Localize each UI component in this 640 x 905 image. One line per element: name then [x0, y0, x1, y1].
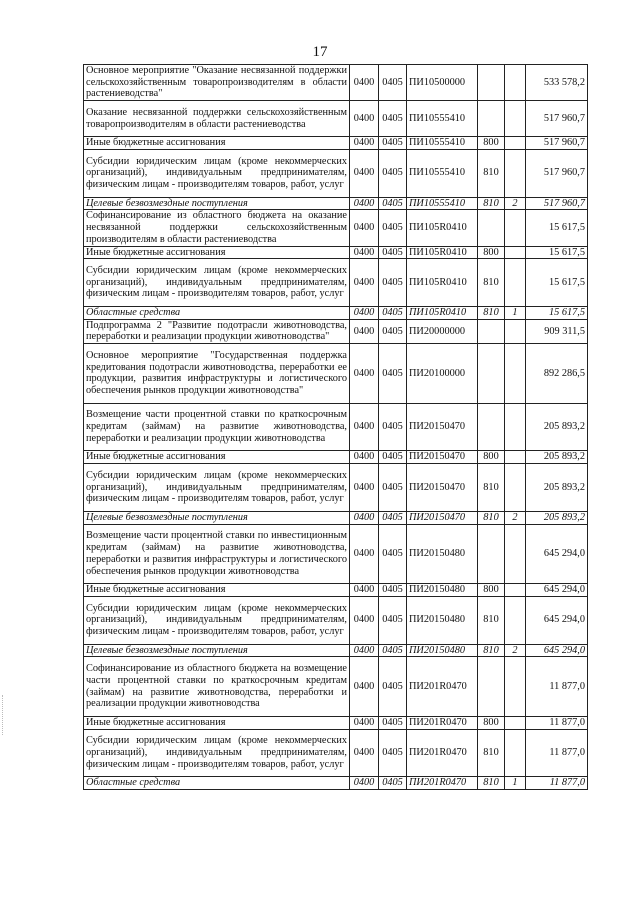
- target-article-cell: ПИ20150470: [407, 511, 478, 524]
- target-article-cell: ПИ20150480: [407, 524, 478, 584]
- source-cell: [505, 65, 526, 101]
- section-code-cell: 0400: [350, 716, 379, 729]
- table-row: [84, 137, 588, 150]
- target-article-cell: ПИ20100000: [407, 344, 478, 404]
- amount-cell: 517 960,7: [526, 101, 588, 137]
- section-code-cell: 0400: [350, 644, 379, 657]
- target-article-cell: ПИ10500000: [407, 65, 478, 101]
- row-name-cell: Субсидии юридическим лицам (кроме некоммерческих организаций), индивидуальным предпринимателям, физическим лицам - производителям товаров, работ, услуг: [84, 596, 350, 644]
- amount-cell: 909 311,5: [526, 319, 588, 343]
- source-cell: [505, 716, 526, 729]
- expense-type-cell: 810: [478, 307, 505, 320]
- target-article-cell: ПИ201R0470: [407, 716, 478, 729]
- target-article-cell: ПИ201R0470: [407, 657, 478, 717]
- amount-cell: 15 617,5: [526, 210, 588, 246]
- table-row: [84, 596, 588, 644]
- subsection-code-cell: 0405: [379, 777, 407, 790]
- expense-type-cell: [478, 524, 505, 584]
- amount-cell: 892 286,5: [526, 344, 588, 404]
- subsection-code-cell: 0405: [379, 729, 407, 777]
- subsection-code-cell: 0405: [379, 319, 407, 343]
- target-article-cell: ПИ201R0470: [407, 777, 478, 790]
- source-cell: [505, 464, 526, 512]
- target-article-cell: ПИ105R0410: [407, 307, 478, 320]
- expense-type-cell: 810: [478, 149, 505, 197]
- section-code-cell: 0400: [350, 777, 379, 790]
- subsection-code-cell: 0405: [379, 65, 407, 101]
- section-code-cell: 0400: [350, 403, 379, 451]
- target-article-cell: ПИ20000000: [407, 319, 478, 343]
- table-row: [84, 149, 588, 197]
- expense-type-cell: 810: [478, 644, 505, 657]
- row-name-cell: Целевые безвозмездные поступления: [84, 197, 350, 210]
- row-name-cell: Подпрограмма 2 "Развитие подотрасли животноводства, переработки и реализации продукции животноводства": [84, 319, 350, 343]
- subsection-code-cell: 0405: [379, 584, 407, 597]
- table-row: [84, 210, 588, 246]
- section-code-cell: 0400: [350, 319, 379, 343]
- row-name-cell: Субсидии юридическим лицам (кроме некоммерческих организаций), индивидуальным предпринимателям, физическим лицам - производителям товаров, работ, услуг: [84, 149, 350, 197]
- section-code-cell: 0400: [350, 511, 379, 524]
- expense-type-cell: [478, 657, 505, 717]
- source-cell: [505, 657, 526, 717]
- amount-cell: 205 893,2: [526, 403, 588, 451]
- amount-cell: 205 893,2: [526, 464, 588, 512]
- table-row: [84, 777, 588, 790]
- table-row: [84, 451, 588, 464]
- table-row: [84, 464, 588, 512]
- row-name-cell: Субсидии юридическим лицам (кроме некоммерческих организаций), индивидуальным предпринимателям, физическим лицам - производителям товаров, работ, услуг: [84, 259, 350, 307]
- budget-table: [83, 64, 588, 790]
- target-article-cell: ПИ105R0410: [407, 246, 478, 259]
- source-cell: 2: [505, 511, 526, 524]
- row-name-cell: Иные бюджетные ассигнования: [84, 137, 350, 150]
- row-name-cell: Возмещение части процентной ставки по инвестиционным кредитам (займам) на развитие животноводства, переработки и развития инфраструктуры и логистического обеспечения рынков продукции животноводства: [84, 524, 350, 584]
- section-code-cell: 0400: [350, 464, 379, 512]
- source-cell: [505, 584, 526, 597]
- amount-cell: 645 294,0: [526, 596, 588, 644]
- page-number: 17: [312, 44, 328, 60]
- subsection-code-cell: 0405: [379, 246, 407, 259]
- subsection-code-cell: 0405: [379, 596, 407, 644]
- table-row: [84, 344, 588, 404]
- source-cell: [505, 259, 526, 307]
- expense-type-cell: 810: [478, 464, 505, 512]
- section-code-cell: 0400: [350, 65, 379, 101]
- subsection-code-cell: 0405: [379, 307, 407, 320]
- row-name-cell: Основное мероприятие "Государственная поддержка кредитования подотрасли животноводства, переработки ее продукции, развития инфраструктуры и логистического обеспечения рынков продукции животноводства": [84, 344, 350, 404]
- subsection-code-cell: 0405: [379, 464, 407, 512]
- amount-cell: 11 877,0: [526, 777, 588, 790]
- table-row: [84, 644, 588, 657]
- target-article-cell: ПИ20150470: [407, 451, 478, 464]
- section-code-cell: 0400: [350, 197, 379, 210]
- row-name-cell: Софинансирование из областного бюджета на возмещение части процентной ставки по краткосрочным кредитам (займам) на развитие животноводства, переработки и реализации продукции животноводства: [84, 657, 350, 717]
- row-name-cell: Областные средства: [84, 307, 350, 320]
- row-name-cell: Иные бюджетные ассигнования: [84, 246, 350, 259]
- section-code-cell: 0400: [350, 259, 379, 307]
- source-cell: [505, 344, 526, 404]
- target-article-cell: ПИ105R0410: [407, 210, 478, 246]
- subsection-code-cell: 0405: [379, 524, 407, 584]
- row-name-cell: Оказание несвязанной поддержки сельскохозяйственным товаропроизводителям в области растениеводства: [84, 101, 350, 137]
- target-article-cell: ПИ20150470: [407, 403, 478, 451]
- section-code-cell: 0400: [350, 344, 379, 404]
- subsection-code-cell: 0405: [379, 101, 407, 137]
- amount-cell: 205 893,2: [526, 451, 588, 464]
- table-row: [84, 259, 588, 307]
- expense-type-cell: 810: [478, 197, 505, 210]
- subsection-code-cell: 0405: [379, 451, 407, 464]
- expense-type-cell: 800: [478, 584, 505, 597]
- section-code-cell: 0400: [350, 524, 379, 584]
- subsection-code-cell: 0405: [379, 137, 407, 150]
- row-name-cell: Субсидии юридическим лицам (кроме некоммерческих организаций), индивидуальным предпринимателям, физическим лицам - производителям товаров, работ, услуг: [84, 729, 350, 777]
- table-row: [84, 307, 588, 320]
- table-row: [84, 511, 588, 524]
- row-name-cell: Иные бюджетные ассигнования: [84, 584, 350, 597]
- source-cell: [505, 524, 526, 584]
- amount-cell: 15 617,5: [526, 259, 588, 307]
- source-cell: [505, 596, 526, 644]
- source-cell: [505, 101, 526, 137]
- table-row: [84, 101, 588, 137]
- expense-type-cell: 810: [478, 596, 505, 644]
- table-row: [84, 403, 588, 451]
- amount-cell: 15 617,5: [526, 246, 588, 259]
- table-row: [84, 716, 588, 729]
- amount-cell: 517 960,7: [526, 197, 588, 210]
- row-name-cell: Иные бюджетные ассигнования: [84, 716, 350, 729]
- amount-cell: 645 294,0: [526, 584, 588, 597]
- expense-type-cell: [478, 210, 505, 246]
- margin-mark: [2, 695, 5, 735]
- expense-type-cell: 800: [478, 246, 505, 259]
- target-article-cell: ПИ20150480: [407, 596, 478, 644]
- subsection-code-cell: 0405: [379, 344, 407, 404]
- amount-cell: 645 294,0: [526, 644, 588, 657]
- section-code-cell: 0400: [350, 451, 379, 464]
- target-article-cell: ПИ20150480: [407, 584, 478, 597]
- subsection-code-cell: 0405: [379, 716, 407, 729]
- subsection-code-cell: 0405: [379, 259, 407, 307]
- section-code-cell: 0400: [350, 101, 379, 137]
- expense-type-cell: [478, 65, 505, 101]
- table-row: [84, 729, 588, 777]
- expense-type-cell: [478, 403, 505, 451]
- amount-cell: 517 960,7: [526, 137, 588, 150]
- source-cell: [505, 403, 526, 451]
- table-row: [84, 246, 588, 259]
- table-row: [84, 584, 588, 597]
- expense-type-cell: [478, 101, 505, 137]
- section-code-cell: 0400: [350, 307, 379, 320]
- source-cell: [505, 319, 526, 343]
- target-article-cell: ПИ10555410: [407, 101, 478, 137]
- target-article-cell: ПИ20150480: [407, 644, 478, 657]
- section-code-cell: 0400: [350, 729, 379, 777]
- amount-cell: 11 877,0: [526, 657, 588, 717]
- amount-cell: 11 877,0: [526, 729, 588, 777]
- target-article-cell: ПИ20150470: [407, 464, 478, 512]
- section-code-cell: 0400: [350, 584, 379, 597]
- target-article-cell: ПИ201R0470: [407, 729, 478, 777]
- expense-type-cell: [478, 319, 505, 343]
- source-cell: 1: [505, 307, 526, 320]
- row-name-cell: Целевые безвозмездные поступления: [84, 511, 350, 524]
- row-name-cell: Целевые безвозмездные поступления: [84, 644, 350, 657]
- subsection-code-cell: 0405: [379, 197, 407, 210]
- subsection-code-cell: 0405: [379, 403, 407, 451]
- section-code-cell: 0400: [350, 149, 379, 197]
- expense-type-cell: 810: [478, 511, 505, 524]
- section-code-cell: 0400: [350, 246, 379, 259]
- section-code-cell: 0400: [350, 596, 379, 644]
- subsection-code-cell: 0405: [379, 644, 407, 657]
- expense-type-cell: 810: [478, 777, 505, 790]
- target-article-cell: ПИ10555410: [407, 137, 478, 150]
- row-name-cell: Софинансирование из областного бюджета на оказание несвязанной поддержки сельскохозяйственным производителям в области растениеводства: [84, 210, 350, 246]
- expense-type-cell: 800: [478, 137, 505, 150]
- subsection-code-cell: 0405: [379, 149, 407, 197]
- amount-cell: 533 578,2: [526, 65, 588, 101]
- amount-cell: 15 617,5: [526, 307, 588, 320]
- subsection-code-cell: 0405: [379, 511, 407, 524]
- target-article-cell: ПИ105R0410: [407, 259, 478, 307]
- section-code-cell: 0400: [350, 137, 379, 150]
- source-cell: [505, 451, 526, 464]
- source-cell: [505, 210, 526, 246]
- source-cell: [505, 149, 526, 197]
- table-row: [84, 197, 588, 210]
- amount-cell: 645 294,0: [526, 524, 588, 584]
- row-name-cell: Возмещение части процентной ставки по краткосрочным кредитам (займам) на развитие животноводства, переработки и реализации продукции животноводства: [84, 403, 350, 451]
- section-code-cell: 0400: [350, 657, 379, 717]
- section-code-cell: 0400: [350, 210, 379, 246]
- amount-cell: 517 960,7: [526, 149, 588, 197]
- target-article-cell: ПИ10555410: [407, 149, 478, 197]
- row-name-cell: Иные бюджетные ассигнования: [84, 451, 350, 464]
- amount-cell: 11 877,0: [526, 716, 588, 729]
- row-name-cell: Основное мероприятие "Оказание несвязанной поддержки сельскохозяйственным товаропроизводителям в области растениеводства": [84, 65, 350, 101]
- table-row: [84, 65, 588, 101]
- row-name-cell: Областные средства: [84, 777, 350, 790]
- expense-type-cell: 810: [478, 259, 505, 307]
- budget-table-body: [84, 65, 588, 790]
- expense-type-cell: 800: [478, 716, 505, 729]
- source-cell: [505, 729, 526, 777]
- expense-type-cell: [478, 344, 505, 404]
- source-cell: 1: [505, 777, 526, 790]
- subsection-code-cell: 0405: [379, 657, 407, 717]
- expense-type-cell: 800: [478, 451, 505, 464]
- source-cell: [505, 246, 526, 259]
- table-row: [84, 657, 588, 717]
- table-row: [84, 524, 588, 584]
- source-cell: 2: [505, 197, 526, 210]
- target-article-cell: ПИ10555410: [407, 197, 478, 210]
- source-cell: [505, 137, 526, 150]
- table-row: [84, 319, 588, 343]
- amount-cell: 205 893,2: [526, 511, 588, 524]
- source-cell: 2: [505, 644, 526, 657]
- expense-type-cell: 810: [478, 729, 505, 777]
- row-name-cell: Субсидии юридическим лицам (кроме некоммерческих организаций), индивидуальным предпринимателям, физическим лицам - производителям товаров, работ, услуг: [84, 464, 350, 512]
- subsection-code-cell: 0405: [379, 210, 407, 246]
